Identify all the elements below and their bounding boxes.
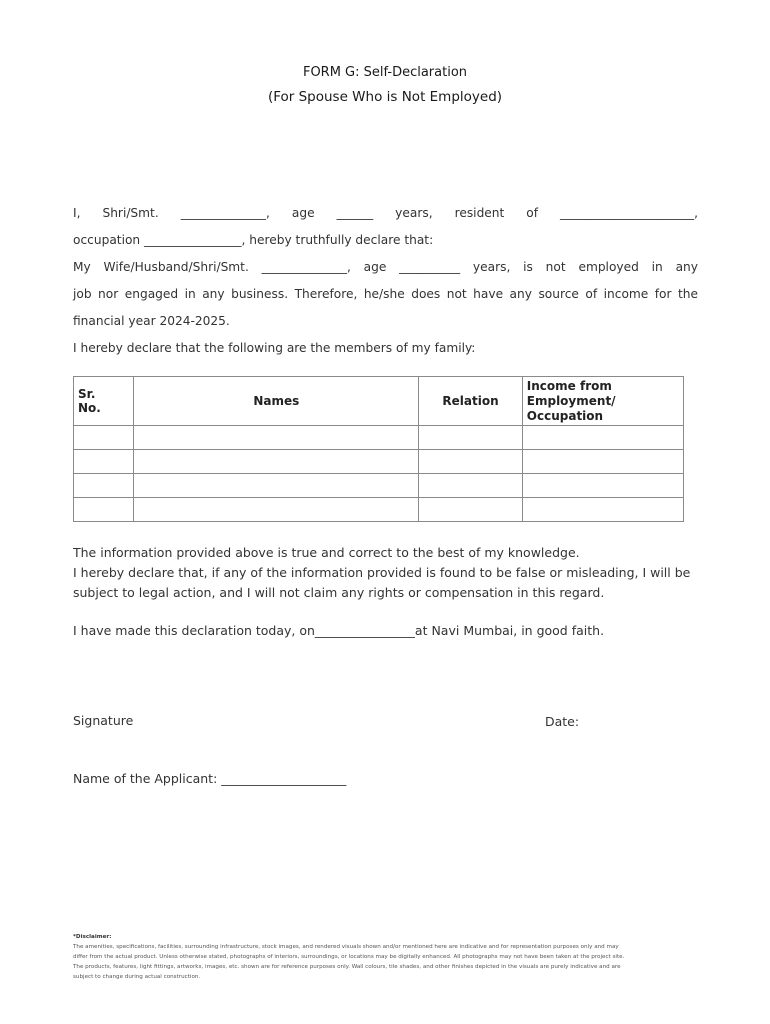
cell-name[interactable] [134, 498, 419, 522]
table-row [74, 426, 684, 450]
disclaimer-line-2: differ from the actual product. Unless otherwise stated, photographs of interiors, surroundings, or locations may be digitally enhanced. All photographs may not have been taken at the project site. [73, 954, 625, 960]
declaration-date-place: I have made this declaration today, on________________at Navi Mumbai, in good faith. [73, 623, 605, 638]
disclaimer-line-4: subject to change during actual construction. [73, 974, 201, 980]
declaration-body [73, 200, 698, 362]
table-row [74, 450, 684, 474]
cell-relation[interactable] [419, 426, 522, 450]
header-relation: Relation [419, 377, 522, 426]
table-row [74, 498, 684, 522]
signature-label: Signature [73, 713, 134, 728]
header-sr-line2: No. [78, 401, 101, 415]
cell-sr-no[interactable] [74, 474, 134, 498]
form-subtitle: (For Spouse Who is Not Employed) [267, 89, 503, 105]
body-line-4: job nor engaged in any business. Therefore, he/she does not have any source of income for the [73, 287, 698, 301]
header-income-line2: Employment/ [526, 393, 616, 408]
cell-income[interactable] [522, 426, 683, 450]
truth-declaration [73, 543, 703, 603]
cell-name[interactable] [134, 426, 419, 450]
body-line-2: occupation ________________, hereby truthfully declare that: [73, 233, 434, 247]
cell-relation[interactable] [419, 474, 522, 498]
cell-name[interactable] [134, 474, 419, 498]
body-line-6: I hereby declare that the following are the members of my family: [73, 341, 476, 355]
header-sr-line1: Sr. [78, 387, 96, 401]
cell-sr-no[interactable] [74, 498, 134, 522]
cell-income[interactable] [522, 498, 683, 522]
header-income [522, 377, 683, 426]
cell-relation[interactable] [419, 450, 522, 474]
table-row [74, 474, 684, 498]
date-label: Date: [545, 714, 580, 729]
table-header-row [74, 377, 684, 426]
form-title: FORM G: Self-Declaration [302, 65, 468, 80]
cell-name[interactable] [134, 450, 419, 474]
disclaimer [73, 932, 699, 982]
cell-sr-no[interactable] [74, 426, 134, 450]
body-line-5: financial year 2024-2025. [73, 314, 230, 328]
cell-relation[interactable] [419, 498, 522, 522]
declaration-line-2: I hereby declare that, if any of the information provided is found to be false or misleading, I will be [73, 565, 691, 580]
disclaimer-line-3: The products, features, light fittings, artworks, images, etc. shown are for reference purposes only. Wall colours, tile shades, and other finishes depicted in the visuals are purely indicative and are [73, 964, 621, 970]
applicant-name-label: Name of the Applicant: ____________________ [73, 771, 347, 786]
header-income-line1: Income from [526, 378, 612, 393]
cell-income[interactable] [522, 474, 683, 498]
body-line-3: My Wife/Husband/Shri/Smt. ______________, age __________ years, is not employed in any [73, 260, 698, 274]
cell-income[interactable] [522, 450, 683, 474]
disclaimer-line-1: The amenities, specifications, facilities, surrounding infrastructure, stock images, and rendered visuals shown and/or mentioned here are indicative and for representation purposes only and may [73, 944, 619, 950]
header-names: Names [134, 377, 419, 426]
header-sr-no [74, 377, 134, 426]
body-line-1: I, Shri/Smt. ______________, age ______ years, resident of ______________________, [73, 206, 698, 220]
declaration-line-1: The information provided above is true and correct to the best of my knowledge. [73, 545, 580, 560]
header-income-line3: Occupation [526, 408, 604, 423]
disclaimer-heading: *Disclaimer: [73, 934, 112, 940]
declaration-line-3: subject to legal action, and I will not claim any rights or compensation in this regard. [73, 585, 605, 600]
cell-sr-no[interactable] [74, 450, 134, 474]
family-members-table [73, 376, 684, 522]
